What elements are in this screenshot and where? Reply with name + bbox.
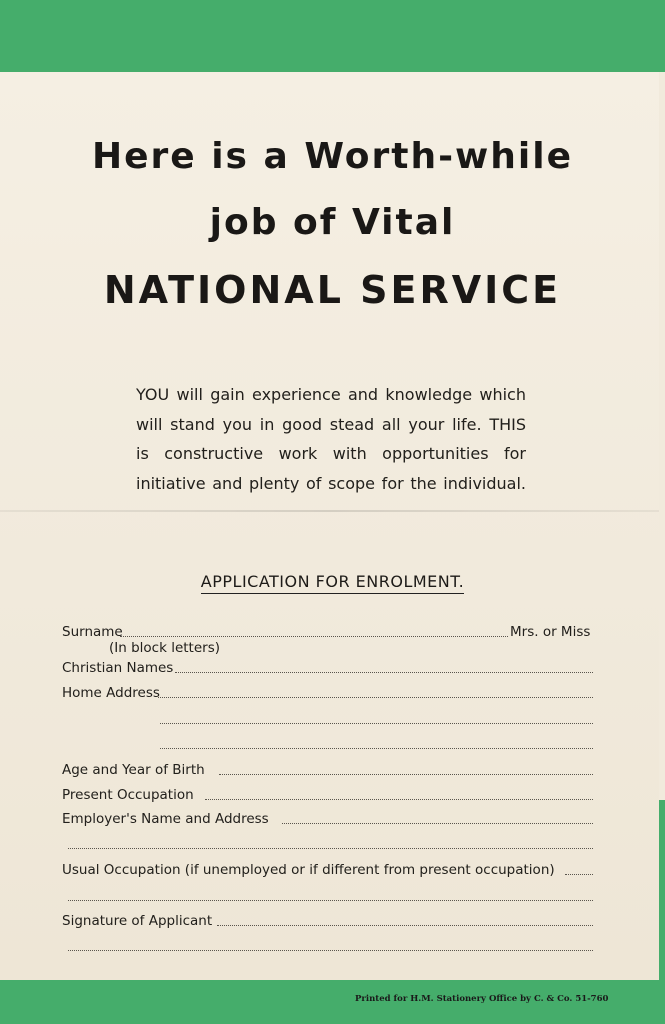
intro-line: initiative and plenty of scope for the individual. [136,473,526,493]
surname-field[interactable] [120,636,508,637]
age-field[interactable] [219,774,593,775]
present-occupation-label: Present Occupation [62,787,194,803]
home-address-label: Home Address [62,685,160,701]
block-letters-note: (In block letters) [109,640,221,656]
surname-label: Surname [62,624,123,640]
signature-field[interactable] [217,925,593,926]
christian-names-field[interactable] [175,672,593,673]
title-options-label: Mrs. or Miss [510,624,591,640]
intro-line: is constructive work with opportunities for [136,444,526,463]
present-occupation-field[interactable] [205,799,593,800]
usual-occupation-field[interactable] [565,874,593,875]
employer-field[interactable] [282,823,593,824]
age-label: Age and Year of Birth [62,762,205,778]
intro-line: will stand you in good stead all your life. THIS [136,414,526,434]
christian-names-label: Christian Names [62,660,174,676]
title-line-3: NATIONAL SERVICE [103,268,562,312]
home-address-field-line-2[interactable] [160,723,593,724]
signature-field-line-2[interactable] [68,950,593,951]
usual-occupation-label: Usual Occupation (if unemployed or if different from present occupation) [62,862,555,878]
printer-imprint: Printed for H.M. Stationery Office by C. & Co. 51-760 [355,994,609,1004]
fold-crease [0,510,659,512]
title-line-2: job of Vital [209,202,456,243]
home-address-field-line-3[interactable] [160,748,593,749]
intro-paragraph [136,380,526,498]
usual-occupation-field-line-2[interactable] [68,900,593,901]
home-address-field[interactable] [158,697,593,698]
employer-field-line-2[interactable] [68,848,593,849]
signature-label: Signature of Applicant [62,913,213,929]
form-heading [0,572,665,591]
title-line-1: Here is a Worth-while [91,136,574,177]
intro-line: YOU will gain experience and knowledge which [136,385,526,404]
right-green-edge [659,800,665,980]
employer-label: Employer's Name and Address [62,811,269,827]
form-heading-text: APPLICATION FOR ENROLMENT. [201,572,464,594]
top-green-band [0,0,665,72]
